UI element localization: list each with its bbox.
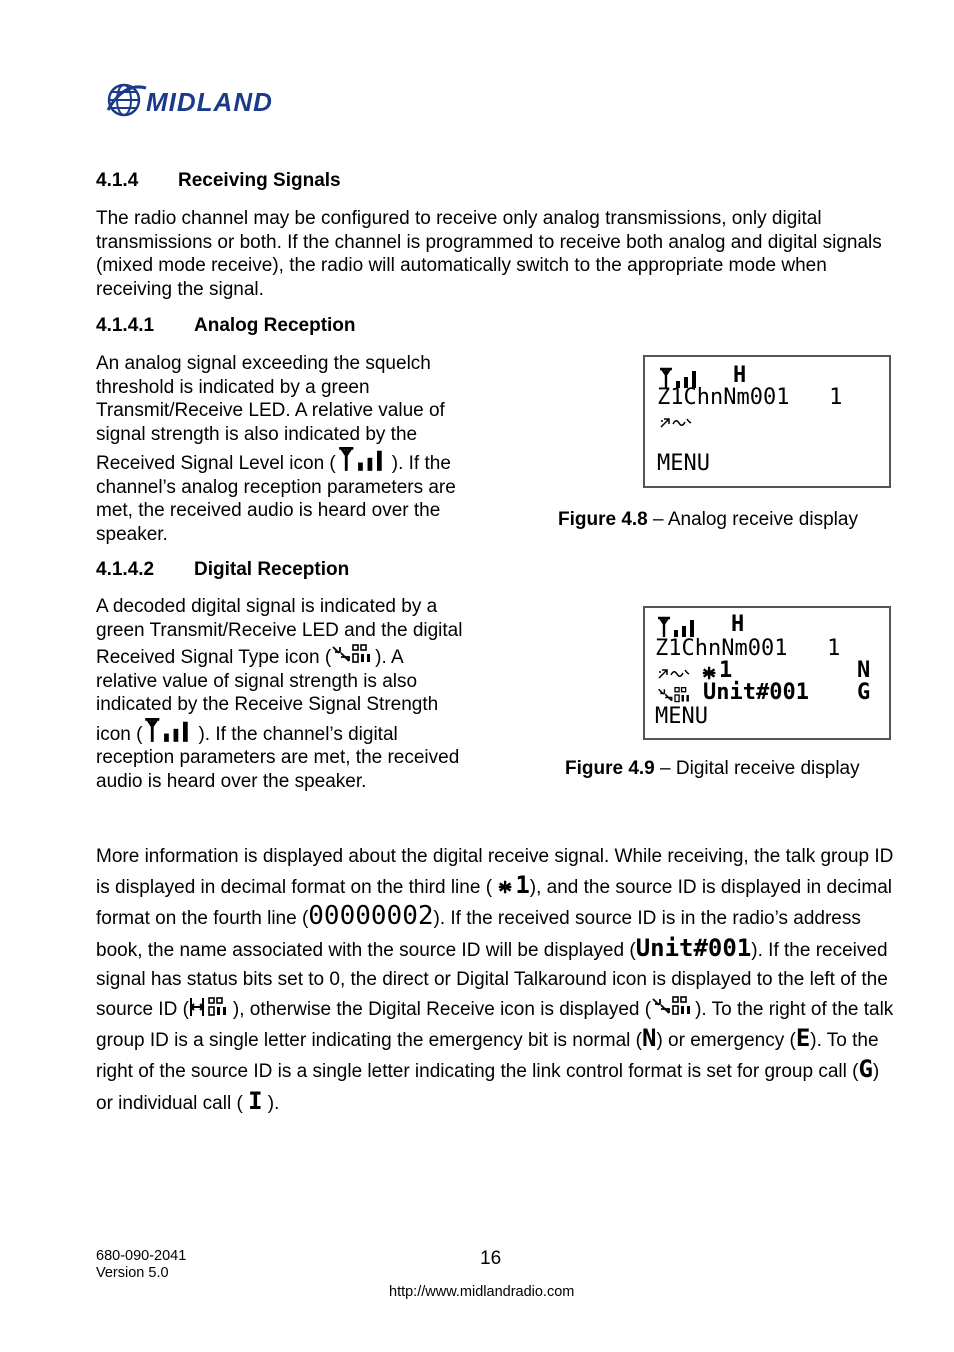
paragraph-analog: An analog signal exceeding the squelch threshold is indicated by a green Transmit/Receive LED. A relative value of signal strength is also indicated by the Received Signal Level icon ( ). If the channel’s analog reception parameters are met, the received audio is heard over the speaker.: [96, 353, 456, 545]
source-unit-name: Unit#001: [703, 680, 809, 705]
midland-logo: [106, 80, 302, 120]
analog-receive-display: [643, 355, 891, 488]
doc-number: 680-090-2041: [96, 1248, 187, 1264]
figure-4-8-caption: Figure 4.8 – Analog receive display: [558, 509, 858, 530]
talk-group-id: 1: [719, 658, 733, 683]
call-format-flag: G: [857, 680, 871, 705]
paragraph-receiving: The radio channel may be configured to receive only analog transmissions, only digital transmissions or both. If the channel is programmed to receive both analog and digital signals (mixed mode receive), the radio will automatically switch to the appropriate mode when receiving the signal.: [96, 208, 882, 300]
paragraph-more-info: More information is displayed about the digital receive signal. While receiving, the talk group ID is displayed in decimal format on the third line ( 1), and the source ID is displayed in decimal format on the fourth line (00000002). If the received source ID is in the radio’s address book, the name associated with the source ID will be displayed (Unit#001). If the received signal has status bits set to 0, the direct or Digital Talkaround icon is displayed to the left of the source ID ( ), otherwise the Digital Receive icon is displayed ( ). To the right of the talk group ID is a single letter indicating the emergency bit is normal (N) or emergency (E). To the right of the source ID is a single letter indicating the link control format is set for group call (G) or individual call ( I ).: [96, 846, 894, 1115]
signal-strength-icon: [657, 616, 701, 638]
paragraph-digital: A decoded digital signal is indicated by a green Transmit/Receive LED and the digital Received Signal Type icon ( ). A relative value of signal strength is also indicated by the Receive Signal Strength icon ( ). If the channel’s digital reception parameters are met, the received audio is heard over the speaker.: [96, 596, 463, 792]
digital-receive-icon: [651, 994, 695, 1018]
channel-name-line: Z1ChnNm001 1: [657, 385, 843, 410]
footer-url[interactable]: http://www.midlandradio.com: [389, 1284, 575, 1300]
digital-receive-display: [643, 606, 891, 740]
talkaround-icon: [189, 996, 233, 1018]
signal-strength-icon: [336, 446, 392, 472]
signal-strength-icon: [142, 717, 198, 743]
analog-receive-icon: [657, 666, 691, 680]
power-indicator: H: [733, 363, 747, 388]
doc-version: Version 5.0: [96, 1265, 169, 1281]
logo-text: MIDLAND: [146, 87, 273, 117]
channel-name-line: Z1ChnNm001 1: [655, 636, 841, 661]
digital-receive-type-icon: [657, 686, 693, 704]
section-heading-4-1-4-1: 4.1.4.1 Analog Reception: [96, 315, 356, 336]
menu-label: MENU: [657, 451, 710, 476]
menu-label: MENU: [655, 704, 708, 729]
page-number: 16: [480, 1248, 502, 1269]
power-indicator: H: [731, 612, 745, 637]
figure-4-9-caption: Figure 4.9 – Digital receive display: [565, 758, 860, 779]
section-heading-4-1-4: 4.1.4 Receiving Signals: [96, 170, 341, 191]
digital-receive-type-icon: [331, 642, 375, 666]
emergency-flag: N: [857, 658, 871, 683]
footer-doc-info: [96, 1248, 186, 1282]
analog-receive-icon: [659, 415, 693, 429]
talk-group-icon: [497, 878, 515, 896]
section-heading-4-1-4-2: 4.1.4.2 Digital Reception: [96, 559, 350, 580]
